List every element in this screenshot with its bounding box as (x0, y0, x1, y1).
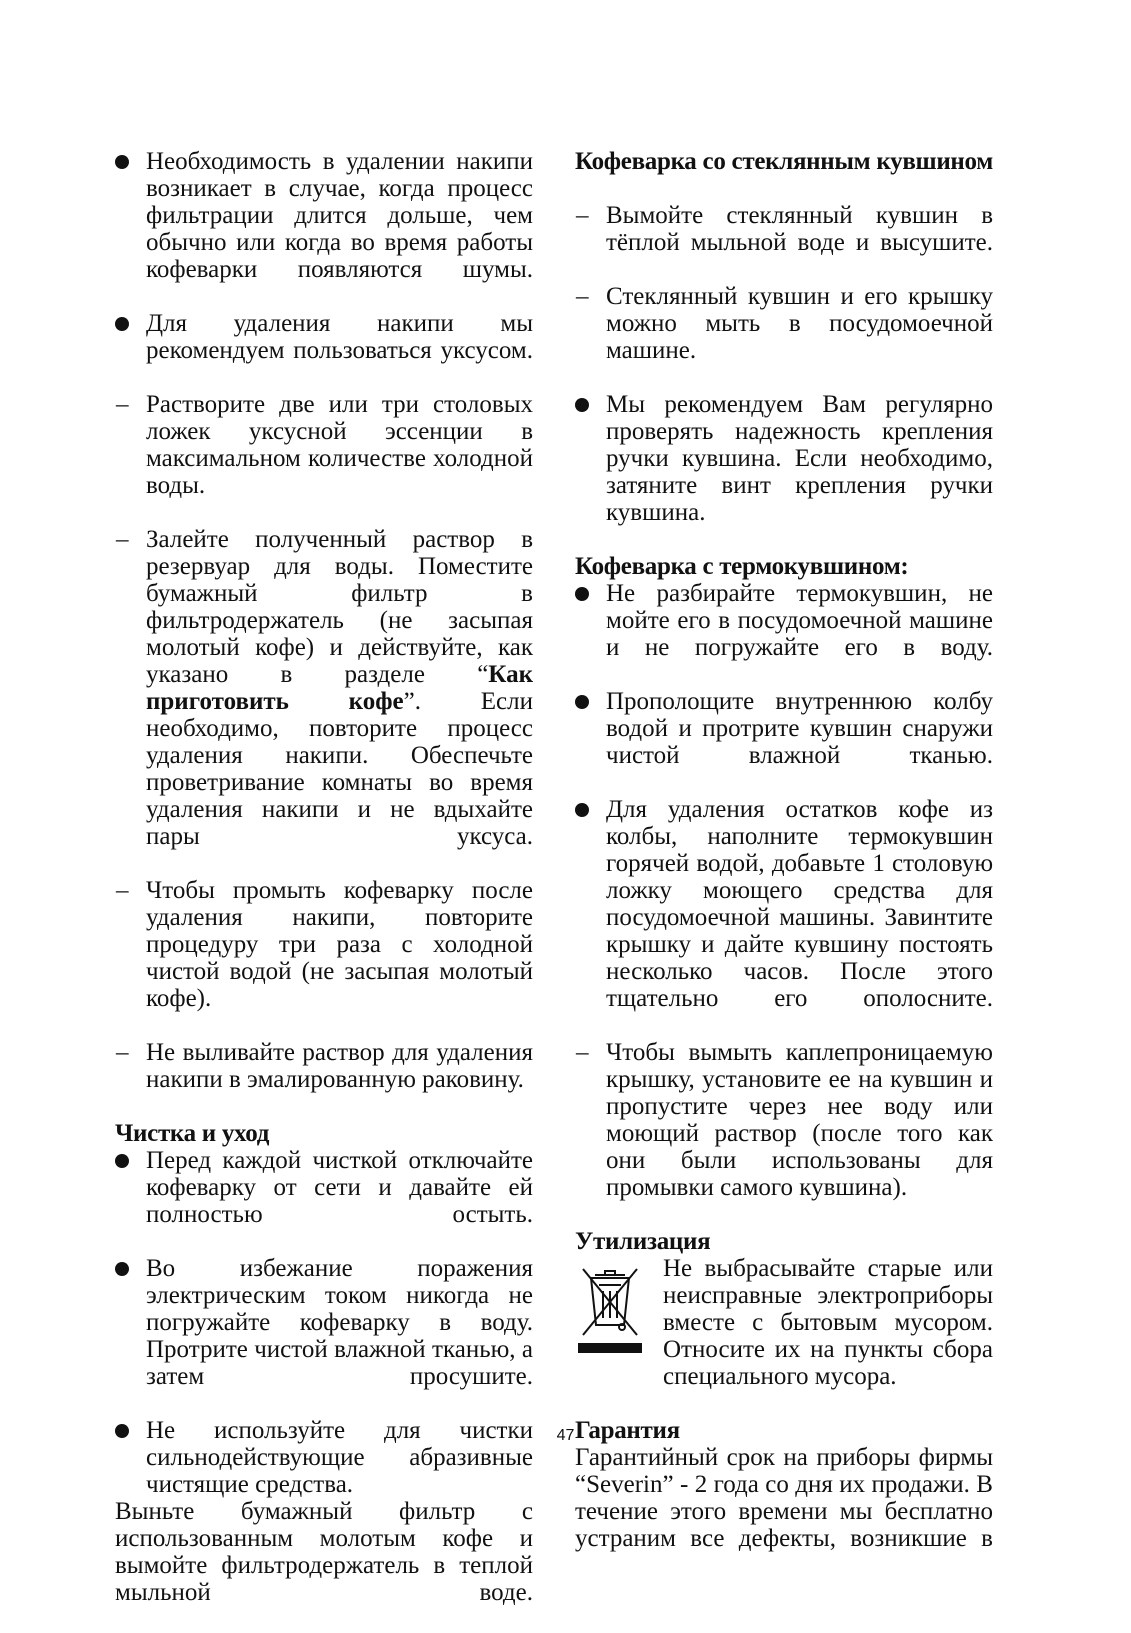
list-item: Чтобы промыть кофеварку после удаления накипи, повторите процедуру три раза с холодной чистой водой (не засыпая молотый кофе). (146, 877, 533, 1012)
crossed-out-wheelie-bin-icon (575, 1263, 645, 1358)
list-item: Залейте полученный раствор в резервуар для воды. Поместите бумажный фильтр в фильтродержатель (не засыпая молотый кофе) и действуйте, как указано в разделе “Как приготовить кофе”. Если необходимо, повторите процесс удаления накипи. Обеспечьте проветривание комнаты во время удаления накипи и не вдыхайте пары уксуса. (146, 526, 533, 850)
left-column (115, 148, 533, 1633)
glass-carafe-heading: Кофеварка со стеклянным кувшином (575, 148, 993, 175)
list-item: Для удаления остатков кофе из колбы, наполните термокувшин горячей водой, добавьте 1 столовую ложку моющего средства для посудомоечной машины. Завинтите крышку и дайте кувшину постоять несколько часов. После этого тщательно его ополосните. (606, 796, 993, 1012)
list-item: Стеклянный кувшин и его крышку можно мыть в посудомоечной машине. (606, 283, 993, 364)
warranty-heading: Гарантия (575, 1417, 680, 1444)
disposal-heading: Утилизация (575, 1228, 711, 1255)
list-item: Растворите две или три столовых ложек уксусной эссенции в максимальном количестве холодной воды. (146, 391, 533, 499)
list-item: Чтобы вымыть каплепроницаемую крышку, установите ее на кувшин и пропустите через нее воду или моющий раствор (после того как они были использованы для промывки самого кувшина). (606, 1039, 993, 1201)
list-item: Не используйте для чистки сильнодействующие абразивные чистящие средства. (146, 1417, 533, 1498)
list-item: Прополощите внутреннюю колбу водой и протрите кувшин снаружи чистой влажной тканью. (606, 688, 993, 769)
cleaning-paragraph: Выньте бумажный фильтр с использованным молотым кофе и вымойте фильтродержатель в теплой мыльной воде. (115, 1498, 533, 1606)
disposal-text: Не выбрасывайте старые или неисправные электроприборы вместе с бытовым мусором. Относите их на пункты сбора специального мусора. (663, 1255, 993, 1390)
list-item: Для удаления накипи мы рекомендуем пользоваться уксусом. (146, 310, 533, 364)
thermo-carafe-heading: Кофеварка с термокувшином: (575, 553, 909, 580)
list-item: Необходимость в удалении накипи возникает в случае, когда процесс фильтрации длится дольше, чем обычно или когда во время работы кофеварки появляются шумы. (146, 148, 533, 283)
right-column (575, 148, 993, 1579)
page-number: 47 (556, 1427, 575, 1444)
cleaning-heading: Чистка и уход (115, 1120, 270, 1147)
list-item: Не разбирайте термокувшин, не мойте его в посудомоечной машине и не погружайте его в воду. (606, 580, 993, 661)
section-reference: Как приготовить кофе (146, 661, 533, 715)
list-item: Вымойте стеклянный кувшин в тёплой мыльной воде и высушите. (606, 202, 993, 256)
warranty-text: Гарантийный срок на приборы фирмы “Severin” - 2 года со дня их продажи. В течение этого времени мы бесплатно устраним все дефекты, возникшие в (575, 1444, 993, 1552)
disposal-block (575, 1255, 993, 1390)
list-item: Во избежание поражения электрическим током никогда не погружайте кофеварку в воду. Протрите чистой влажной тканью, а затем просушите. (146, 1255, 533, 1390)
list-item: Перед каждой чисткой отключайте кофеварку от сети и давайте ей полностью остыть. (146, 1147, 533, 1228)
list-item: Не выливайте раствор для удаления накипи в эмалированную раковину. (146, 1039, 533, 1093)
list-item: Мы рекомендуем Вам регулярно проверять надежность крепления ручки кувшина. Если необходимо, затяните винт крепления ручки кувшина. (606, 391, 993, 526)
